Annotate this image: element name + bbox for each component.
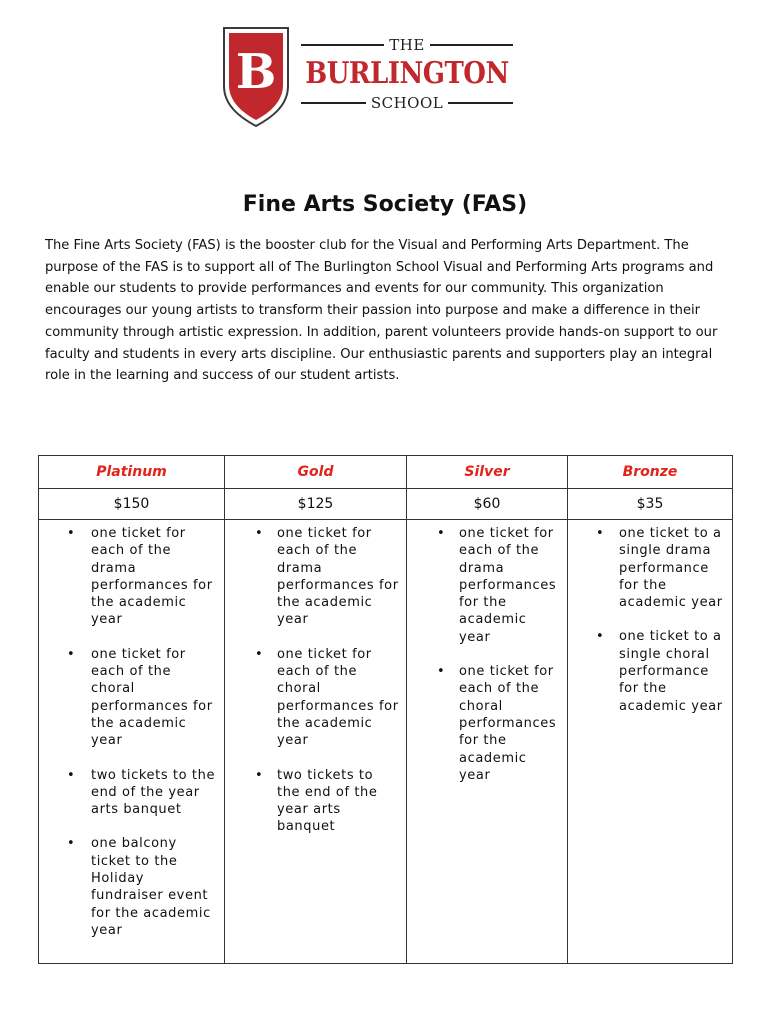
wordmark-rule-right	[430, 44, 513, 46]
benefit-item: • one ticket for each of the choral performances for the academic year	[39, 646, 224, 750]
benefit-item: • one ticket to a single drama performance for the academic year	[568, 525, 732, 611]
tier-price-platinum: $150	[39, 489, 225, 520]
tier-price-row	[39, 489, 733, 520]
wordmark-school: SCHOOL	[370, 94, 444, 112]
benefit-list-platinum	[39, 520, 224, 939]
wordmark-rule-right-bottom	[448, 102, 513, 104]
membership-tiers-table	[38, 455, 733, 964]
tier-header-row	[39, 456, 733, 489]
tier-header-gold: Gold	[225, 456, 407, 489]
wordmark-burlington: BURLINGTON	[305, 56, 509, 92]
tier-header-silver: Silver	[407, 456, 568, 489]
benefit-item: • one ticket for each of the drama performances for the academic year	[39, 525, 224, 629]
school-logo	[221, 24, 521, 130]
tier-price-gold: $125	[225, 489, 407, 520]
benefit-list-bronze	[568, 520, 732, 715]
tier-benefits-gold	[225, 520, 407, 964]
benefit-list-gold	[225, 520, 406, 836]
tier-benefits-silver	[407, 520, 568, 964]
benefit-item: • one balcony ticket to the Holiday fundraiser event for the academic year	[39, 835, 224, 939]
benefit-item: • one ticket for each of the drama performances for the academic year	[225, 525, 406, 629]
benefit-item: • one ticket to a single choral performance for the academic year	[568, 628, 732, 714]
tier-benefits-platinum	[39, 520, 225, 964]
intro-paragraph: The Fine Arts Society (FAS) is the booster club for the Visual and Performing Arts Department. The purpose of the FAS is to support all of The Burlington School Visual and Performing Arts programs and enable our students to provide performances and events for our community. This organization encourages our young artists to transform their passion into purpose and make a difference in their community through artistic expression. In addition, parent volunteers provide hands-on support to our faculty and students in every arts discipline. Our enthusiastic parents and supporters play an integral role in the learning and success of our student artists.	[45, 238, 718, 384]
wordmark-rule-left	[301, 44, 384, 46]
benefit-item: • one ticket for each of the drama performances for the academic year	[407, 525, 567, 646]
benefit-item: • one ticket for each of the choral performances for the academic year	[225, 646, 406, 750]
shield-letter: B	[235, 44, 277, 100]
page-title: Fine Arts Society (FAS)	[242, 192, 528, 217]
benefit-item: • two tickets to the end of the year arts banquet	[39, 767, 224, 819]
tier-header-platinum: Platinum	[39, 456, 225, 489]
wordmark-bottom-row	[301, 94, 513, 112]
wordmark	[301, 36, 513, 116]
wordmark-rule-left-bottom	[301, 102, 366, 104]
tier-price-silver: $60	[407, 489, 568, 520]
wordmark-the: THE	[389, 36, 425, 54]
tier-price-bronze: $35	[568, 489, 733, 520]
tier-header-bronze: Bronze	[568, 456, 733, 489]
benefit-list-silver	[407, 520, 567, 784]
benefit-item: • one ticket for each of the choral performances for the academic year	[407, 663, 567, 784]
benefit-item: • two tickets to the end of the year arts banquet	[225, 767, 406, 836]
tier-benefits-row	[39, 520, 733, 964]
tier-benefits-bronze	[568, 520, 733, 964]
